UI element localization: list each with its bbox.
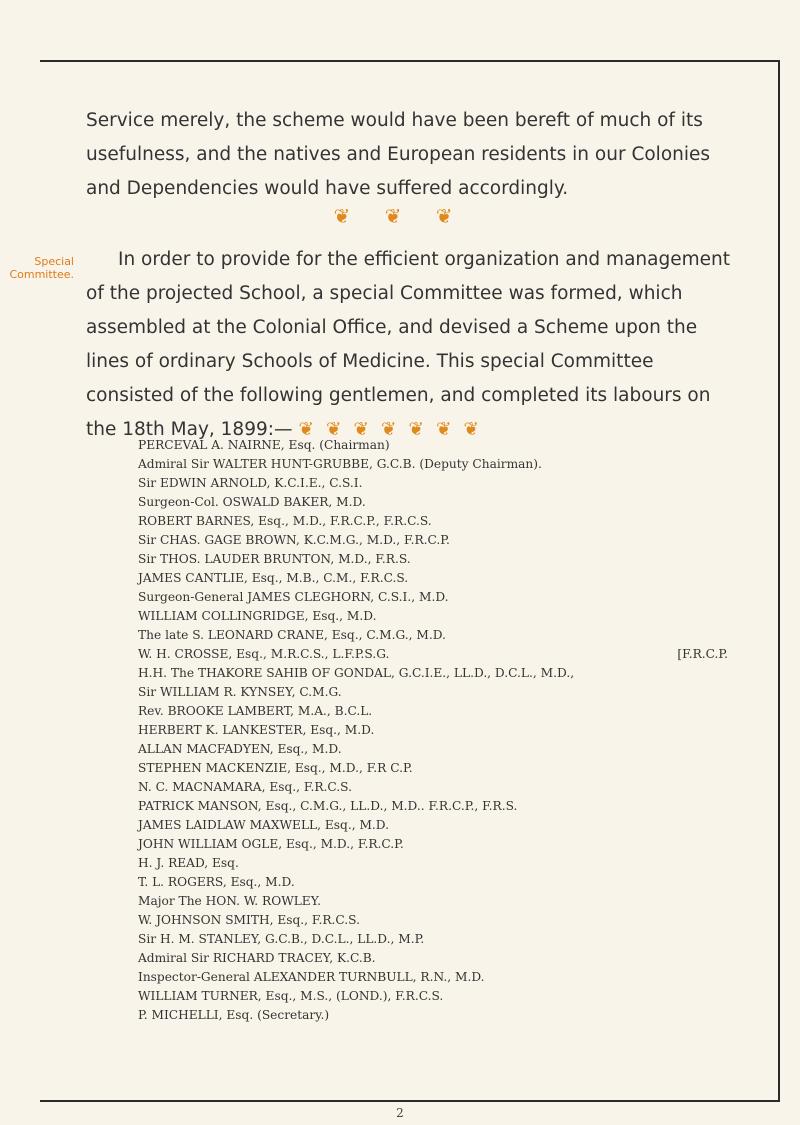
committee-member (138, 987, 728, 1006)
committee-member (138, 588, 728, 607)
committee-paragraph (86, 243, 736, 447)
committee-member-text: HERBERT K. LANKESTER, Esq., M.D. (138, 723, 375, 737)
committee-member (138, 721, 728, 740)
intro-text: Service merely, the scheme would have been bereft of much of its usefulness, and the natives and European residents in our Colonies and Dependencies would have suffered accordingly. (86, 110, 711, 199)
committee-member-text: P. MICHELLI, Esq. (Secretary.) (138, 1008, 330, 1022)
committee-member-text: H.H. The THAKORE SAHIB OF GONDAL, G.C.I.E., LL.D., D.C.L., M.D., (138, 666, 575, 680)
committee-member (138, 968, 728, 987)
committee-member (138, 854, 728, 873)
committee-member-text: W. H. CROSSE, Esq., M.R.C.S., L.F.P.S.G. (138, 647, 390, 661)
committee-member-text: Rev. BROOKE LAMBERT, M.A., B.C.L. (138, 704, 373, 718)
committee-member-text: Inspector-General ALEXANDER TURNBULL, R.N., M.D. (138, 970, 485, 984)
committee-member-text: PATRICK MANSON, Esq., C.M.G., LL.D., M.D.. F.R.C.P., F.R.S. (138, 799, 518, 813)
committee-member-text: JAMES CANTLIE, Esq., M.B., C.M., F.R.C.S. (138, 571, 409, 585)
committee-member-list (138, 436, 728, 1025)
committee-member (138, 645, 728, 664)
committee-member-text: JOHN WILLIAM OGLE, Esq., M.D., F.R.C.P. (138, 837, 404, 851)
committee-member (138, 740, 728, 759)
committee-member-text: Sir WILLIAM R. KYNSEY, C.M.G. (138, 685, 342, 699)
committee-member (138, 930, 728, 949)
committee-member-text: Surgeon-Col. OSWALD BAKER, M.D. (138, 495, 366, 509)
committee-paragraph-text: In order to provide for the efficient organization and management of the projected School, a special Committee was formed, which assembled at the Colonial Office, and devised a Scheme upon the lines of ordinary Schools of Medicine. This special Committee consisted of the following gentlemen, and completed its labours on the 18th May, 1899:— (86, 249, 730, 440)
committee-member-text: N. C. MACNAMARA, Esq., F.R.C.S. (138, 780, 352, 794)
committee-member-text: JAMES LAIDLAW MAXWELL, Esq., M.D. (138, 818, 390, 832)
committee-member (138, 550, 728, 569)
committee-member-text: H. J. READ, Esq. (138, 856, 239, 870)
top-border-rule (40, 60, 780, 62)
committee-member-text: ROBERT BARNES, Esq., M.D., F.R.C.P., F.R.C.S. (138, 514, 432, 528)
committee-member (138, 873, 728, 892)
leaf-ornament-icon: ❦ ❦ ❦ (333, 204, 467, 228)
inline-leaf-ornament-icon: ❦❦❦❦❦❦❦ (298, 419, 491, 440)
committee-member (138, 835, 728, 854)
committee-member (138, 816, 728, 835)
committee-member-text: Sir CHAS. GAGE BROWN, K.C.M.G., M.D., F.R.C.P. (138, 533, 450, 547)
committee-member (138, 702, 728, 721)
committee-member-text: WILLIAM COLLINGRIDGE, Esq., M.D. (138, 609, 377, 623)
committee-member-text: Admiral Sir RICHARD TRACEY, K.C.B. (138, 951, 376, 965)
committee-member-text: Major The HON. W. ROWLEY. (138, 894, 322, 908)
committee-member (138, 474, 728, 493)
committee-member (138, 1006, 728, 1025)
committee-member (138, 436, 728, 455)
committee-member-text: STEPHEN MACKENZIE, Esq., M.D., F.R C.P. (138, 761, 413, 775)
committee-member (138, 455, 728, 474)
committee-member (138, 512, 728, 531)
committee-member (138, 911, 728, 930)
committee-member (138, 949, 728, 968)
committee-member (138, 683, 728, 702)
committee-member (138, 607, 728, 626)
committee-member-text: Sir H. M. STANLEY, G.C.B., D.C.L., LL.D., M.P. (138, 932, 425, 946)
committee-member-text: Sir EDWIN ARNOLD, K.C.I.E., C.S.I. (138, 476, 363, 490)
committee-member (138, 759, 728, 778)
committee-member-text: W. JOHNSON SMITH, Esq., F.R.C.S. (138, 913, 360, 927)
committee-member-text: T. L. ROGERS, Esq., M.D. (138, 875, 295, 889)
committee-member (138, 569, 728, 588)
committee-member-text: ALLAN MACFADYEN, Esq., M.D. (138, 742, 342, 756)
committee-member-text: The late S. LEONARD CRANE, Esq., C.M.G., M.D. (138, 628, 446, 642)
committee-member (138, 493, 728, 512)
bottom-border-rule (40, 1100, 780, 1102)
committee-member (138, 664, 728, 683)
committee-member (138, 778, 728, 797)
committee-member (138, 531, 728, 550)
intro-paragraph (86, 104, 726, 206)
margin-note: Special Committee. (9, 255, 74, 281)
page-number: 2 (396, 1106, 404, 1120)
committee-member-text: WILLIAM TURNER, Esq., M.S., (LOND.), F.R.C.S. (138, 989, 444, 1003)
committee-member (138, 892, 728, 911)
committee-member-text: PERCEVAL A. NAIRNE, Esq. (Chairman) (138, 438, 390, 452)
committee-member (138, 626, 728, 645)
committee-member-text: Sir THOS. LAUDER BRUNTON, M.D., F.R.S. (138, 552, 411, 566)
committee-member-text: Admiral Sir WALTER HUNT-GRUBBE, G.C.B. (Deputy Chairman). (138, 457, 542, 471)
committee-member-continuation: [F.R.C.P. (677, 647, 728, 661)
committee-member-text: Surgeon-General JAMES CLEGHORN, C.S.I., M.D. (138, 590, 449, 604)
committee-member (138, 797, 728, 816)
